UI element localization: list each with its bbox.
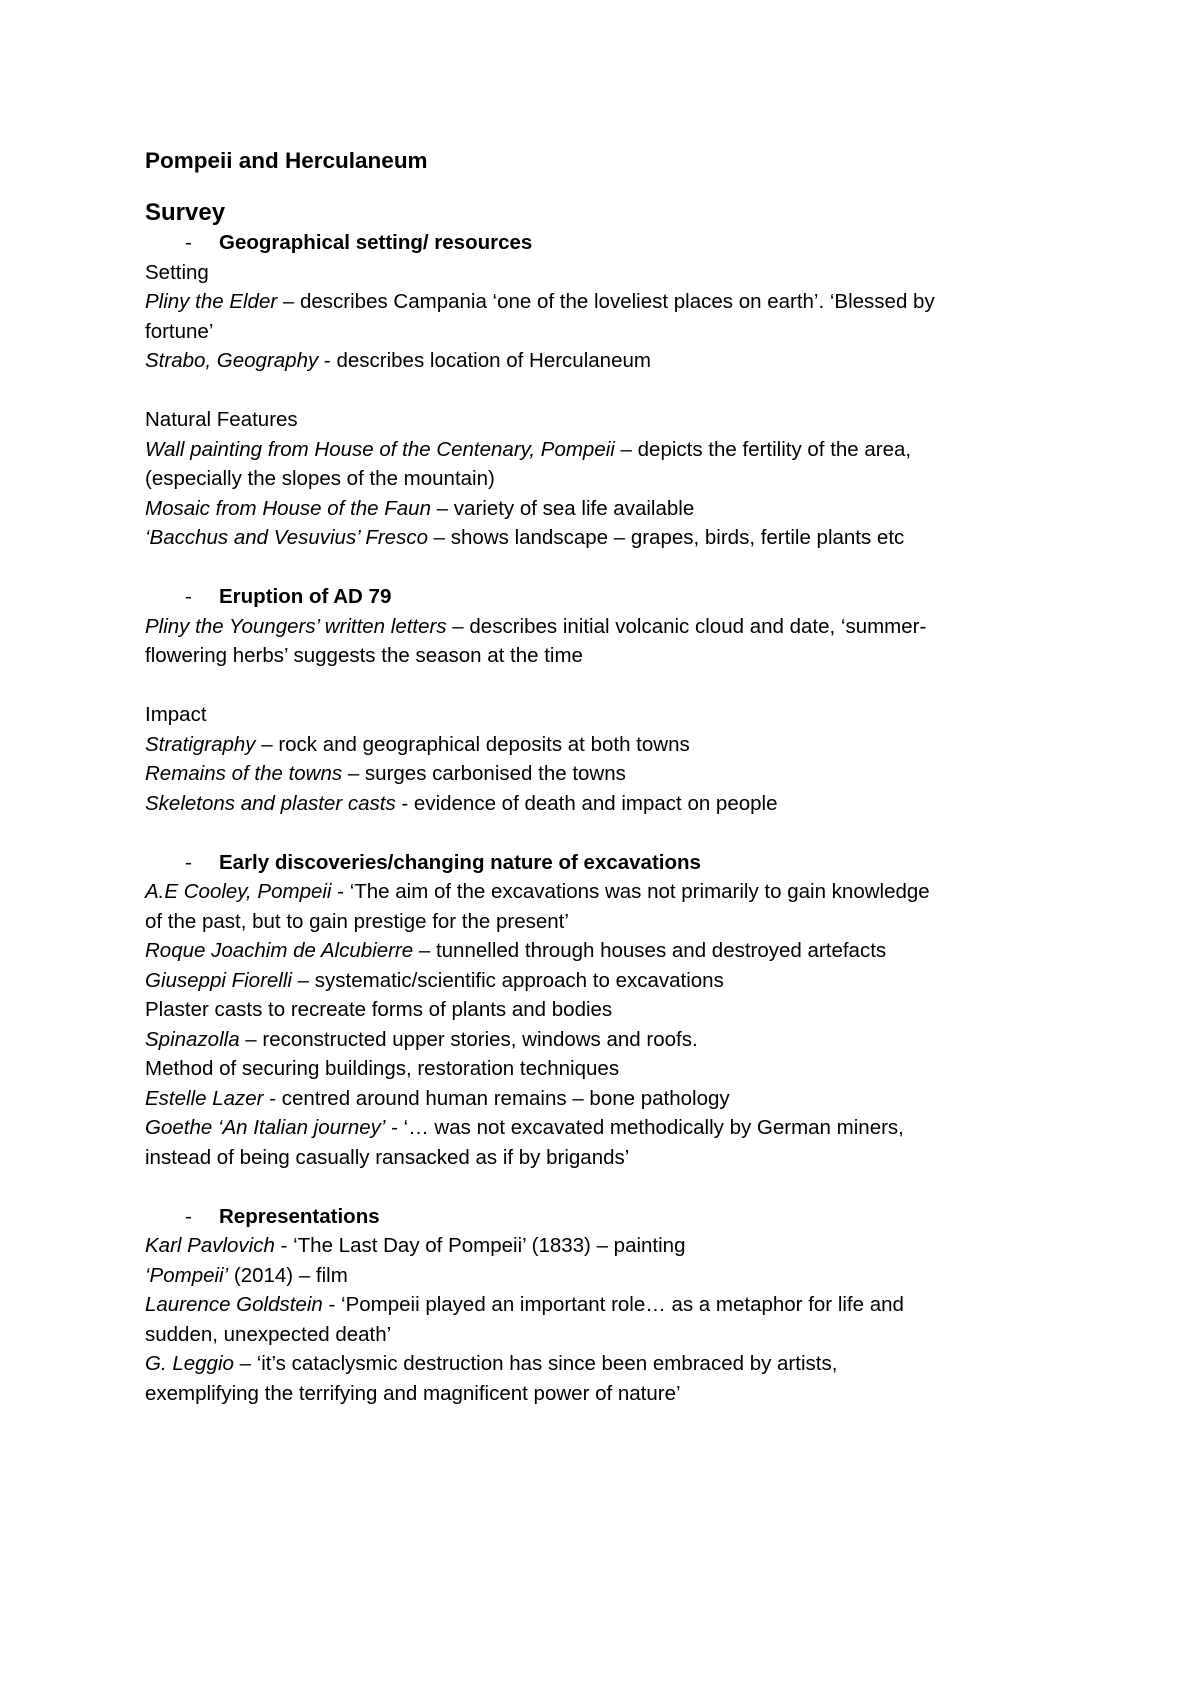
source-description: - ‘The aim of the excavations was not primarily to gain knowledge <box>331 880 930 903</box>
text-line <box>145 435 1075 465</box>
source-name: ‘Pompeii’ <box>145 1263 229 1287</box>
text-line <box>145 523 1075 553</box>
source-description: - ‘Pompeii played an important role… as a metaphor for life and <box>322 1293 904 1316</box>
text-line: instead of being casually ransacked as if by brigands’ <box>145 1145 630 1169</box>
source-name: Estelle Lazer <box>145 1086 264 1110</box>
text-line: exemplifying the terrifying and magnificent power of nature’ <box>145 1381 681 1405</box>
source-name: Stratigraphy <box>145 732 256 756</box>
text-line: (especially the slopes of the mountain) <box>145 467 495 490</box>
text-line <box>145 1025 1075 1055</box>
source-description: - evidence of death and impact on people <box>395 791 778 815</box>
bullet-heading-label: Early discoveries/changing nature of excavations <box>219 850 701 874</box>
text-line <box>145 936 1075 966</box>
source-name: Remains of the towns <box>145 762 343 785</box>
text-line: fortune’ <box>145 319 214 343</box>
source-name: Roque Joachim de Alcubierre <box>145 939 414 962</box>
section-heading-survey: Survey <box>145 199 226 226</box>
text-line <box>145 966 1075 996</box>
source-description: – surges carbonised the towns <box>342 762 626 785</box>
source-description: – rock and geographical deposits at both towns <box>255 732 690 756</box>
spacer <box>145 553 1075 583</box>
source-name: G. Leggio <box>145 1352 234 1375</box>
bullet-heading-eruption <box>145 582 1075 612</box>
text-line <box>145 494 1075 524</box>
bullet-heading-label: Eruption of AD 79 <box>219 585 392 608</box>
bullet-heading-representations <box>145 1202 1075 1232</box>
bullet-heading-label: Geographical setting/ resources <box>219 231 533 254</box>
source-description: – tunnelled through houses and destroyed artefacts <box>413 939 887 962</box>
source-description: – ‘it’s cataclysmic destruction has since been embraced by artists, <box>233 1352 838 1375</box>
bullet-dash: - <box>185 1204 192 1228</box>
text-line <box>145 1084 1075 1114</box>
text-line: Method of securing buildings, restoration techniques <box>145 1057 620 1080</box>
source-description: – depicts the fertility of the area, <box>614 437 912 461</box>
source-description: (2014) – film <box>228 1263 348 1287</box>
source-description: - describes location of Herculaneum <box>318 349 651 372</box>
text-line <box>145 730 1075 760</box>
text-line: sudden, unexpected death’ <box>145 1322 392 1346</box>
text-line <box>145 877 1075 907</box>
source-description: – describes initial volcanic cloud and date, ‘summer- <box>446 614 927 638</box>
spacer <box>145 818 1075 848</box>
impact-label: Impact <box>145 703 207 726</box>
bullet-heading-geographical-setting <box>145 228 1075 258</box>
source-description: - ‘The Last Day of Pompeii’ (1833) – painting <box>274 1234 686 1257</box>
source-name: Wall painting from House of the Centenary, Pompeii <box>145 437 615 461</box>
text-line: Plaster casts to recreate forms of plants and bodies <box>145 998 613 1021</box>
text-line: flowering herbs’ suggests the season at the time <box>145 644 583 667</box>
source-name: A.E Cooley, Pompeii <box>145 880 332 903</box>
source-name: Spinazolla <box>145 1027 240 1051</box>
text-line <box>145 1290 1075 1320</box>
text-line <box>145 287 1075 317</box>
natural-features-label: Natural Features <box>145 408 298 431</box>
bullet-dash: - <box>185 850 192 874</box>
source-name: Strabo, Geography <box>145 349 319 372</box>
source-name: Skeletons and plaster casts <box>145 791 396 815</box>
text-line <box>145 1113 1075 1143</box>
text-line <box>145 789 1075 819</box>
bullet-dash: - <box>185 231 192 254</box>
text-line <box>145 612 1075 642</box>
text-line <box>145 1261 1075 1291</box>
text-line <box>145 759 1075 789</box>
source-description: - ‘… was not excavated methodically by German miners, <box>385 1116 904 1139</box>
source-description: – systematic/scientific approach to excavations <box>291 968 724 992</box>
text-line <box>145 1231 1075 1261</box>
source-name: Mosaic from House of the Faun <box>145 496 431 520</box>
source-description: – reconstructed upper stories, windows and roofs. <box>239 1027 698 1051</box>
spacer <box>145 671 1075 701</box>
setting-label: Setting <box>145 260 209 284</box>
text-line <box>145 1349 1075 1379</box>
text-line <box>145 346 1075 376</box>
spacer <box>145 376 1075 406</box>
document-title: Pompeii and Herculaneum <box>145 148 428 173</box>
source-name: ‘Bacchus and Vesuvius’ Fresco <box>145 526 428 549</box>
bullet-dash: - <box>185 585 192 608</box>
source-name: Karl Pavlovich <box>145 1234 275 1257</box>
text-line: of the past, but to gain prestige for the present’ <box>145 909 569 933</box>
source-name: Pliny the Elder <box>145 290 278 313</box>
source-description: - centred around human remains – bone pathology <box>263 1086 730 1110</box>
source-name: Giuseppi Fiorelli <box>145 968 292 992</box>
document-page <box>145 146 1075 1408</box>
bullet-heading-early-discoveries <box>145 848 1075 878</box>
bullet-heading-label: Representations <box>219 1204 380 1228</box>
source-name: Pliny the Youngers’ written letters <box>145 614 447 638</box>
source-description: – describes Campania ‘one of the loveliest places on earth’. ‘Blessed by <box>277 290 935 313</box>
source-name: Laurence Goldstein <box>145 1293 323 1316</box>
spacer <box>145 1172 1075 1202</box>
source-description: – shows landscape – grapes, birds, fertile plants etc <box>427 526 905 549</box>
source-description: – variety of sea life available <box>431 496 695 520</box>
source-name: Goethe ‘An Italian journey’ <box>145 1116 386 1139</box>
